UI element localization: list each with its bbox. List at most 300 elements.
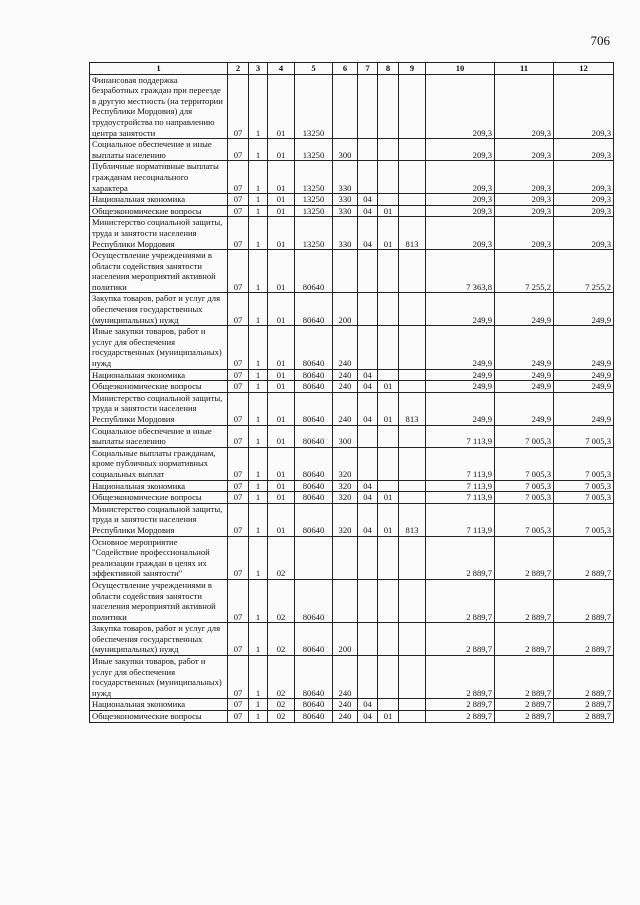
table-cell: 13250 <box>295 139 333 161</box>
table-cell: 2 889,7 <box>554 711 614 723</box>
table-cell: 04 <box>358 699 378 711</box>
table-cell: 04 <box>358 205 378 217</box>
row-label: Министерство социальной защиты, труда и занятости населения Республики Мордовия <box>90 503 228 536</box>
table-cell: 320 <box>333 503 358 536</box>
table-cell: 249,9 <box>426 326 495 369</box>
table-cell: 209,3 <box>426 205 495 217</box>
table-cell <box>399 579 426 622</box>
table-cell: 240 <box>333 392 358 425</box>
table-cell <box>378 579 399 622</box>
table-cell: 04 <box>358 194 378 206</box>
table-cell: 07 <box>228 447 249 480</box>
row-label: Осуществление учреждениями в области содействия занятости населения мероприятий активной политики <box>90 250 228 293</box>
table-cell: 249,9 <box>426 392 495 425</box>
row-label: Социальные выплаты гражданам, кроме публичных нормативных социальных выплат <box>90 447 228 480</box>
table-cell: 1 <box>249 503 268 536</box>
table-cell: 1 <box>249 699 268 711</box>
table-cell <box>378 293 399 326</box>
table-cell <box>399 656 426 699</box>
table-cell: 07 <box>228 194 249 206</box>
table-cell: 80640 <box>295 579 333 622</box>
table-cell <box>358 250 378 293</box>
table-cell: 2 889,7 <box>426 711 495 723</box>
row-label: Иные закупки товаров, работ и услуг для обеспечения государственных (муниципальных) нужд <box>90 326 228 369</box>
table-cell: 209,3 <box>554 205 614 217</box>
table-cell: 249,9 <box>426 369 495 381</box>
table-cell: 07 <box>228 623 249 656</box>
table-cell: 2 889,7 <box>495 699 554 711</box>
table-cell: 07 <box>228 293 249 326</box>
table-cell: 01 <box>268 381 295 393</box>
table-cell: 01 <box>378 711 399 723</box>
table-cell: 04 <box>358 503 378 536</box>
table-cell: 1 <box>249 492 268 504</box>
column-header: 2 <box>228 63 249 75</box>
column-header: 3 <box>249 63 268 75</box>
table-cell: 07 <box>228 480 249 492</box>
table-cell: 07 <box>228 711 249 723</box>
table-row <box>90 579 614 622</box>
table-cell: 7 005,3 <box>554 480 614 492</box>
row-label: Осуществление учреждениями в области содействия занятости населения мероприятий активной политики <box>90 579 228 622</box>
table-cell <box>399 447 426 480</box>
table-row <box>90 503 614 536</box>
table-cell: 7 005,3 <box>554 503 614 536</box>
row-label: Национальная экономика <box>90 480 228 492</box>
table-cell: 01 <box>268 217 295 250</box>
row-label: Социальное обеспечение и иные выплаты населению <box>90 425 228 447</box>
table-cell: 01 <box>268 492 295 504</box>
table-cell: 01 <box>268 205 295 217</box>
table-cell <box>358 293 378 326</box>
table-cell: 249,9 <box>426 293 495 326</box>
table-cell: 2 889,7 <box>426 623 495 656</box>
table-cell: 07 <box>228 492 249 504</box>
table-cell: 1 <box>249 217 268 250</box>
table-cell: 01 <box>378 381 399 393</box>
table-cell <box>399 711 426 723</box>
table-cell: 2 889,7 <box>426 579 495 622</box>
table-cell: 249,9 <box>554 369 614 381</box>
column-header: 8 <box>378 63 399 75</box>
table-cell: 01 <box>268 503 295 536</box>
table-cell: 209,3 <box>495 205 554 217</box>
table-row <box>90 711 614 723</box>
table-cell <box>378 656 399 699</box>
table-cell: 1 <box>249 425 268 447</box>
table-cell <box>399 425 426 447</box>
table-cell: 209,3 <box>554 217 614 250</box>
table-cell: 04 <box>358 381 378 393</box>
table-row <box>90 74 614 139</box>
table-cell: 320 <box>333 492 358 504</box>
column-header: 4 <box>268 63 295 75</box>
table-cell: 01 <box>268 161 295 194</box>
table-cell <box>358 656 378 699</box>
table-cell <box>333 250 358 293</box>
table-row <box>90 161 614 194</box>
table-cell: 80640 <box>295 711 333 723</box>
table-cell: 7 005,3 <box>554 492 614 504</box>
column-header: 7 <box>358 63 378 75</box>
table-cell: 01 <box>268 194 295 206</box>
table-row <box>90 480 614 492</box>
table-row <box>90 536 614 579</box>
table-cell: 330 <box>333 194 358 206</box>
table-cell: 02 <box>268 536 295 579</box>
table-cell: 80640 <box>295 425 333 447</box>
row-label: Национальная экономика <box>90 699 228 711</box>
table-cell: 07 <box>228 392 249 425</box>
table-cell: 02 <box>268 623 295 656</box>
row-label: Основное мероприятие "Содействие профессиональной реализации граждан в целях их эффективной занятости" <box>90 536 228 579</box>
table-cell: 1 <box>249 139 268 161</box>
table-cell: 1 <box>249 392 268 425</box>
table-cell: 07 <box>228 369 249 381</box>
table-cell: 04 <box>358 217 378 250</box>
table-cell: 2 889,7 <box>554 656 614 699</box>
table-cell: 330 <box>333 217 358 250</box>
table-row <box>90 205 614 217</box>
table-cell: 80640 <box>295 656 333 699</box>
table-cell <box>333 579 358 622</box>
table-cell: 209,3 <box>426 217 495 250</box>
table-cell: 249,9 <box>554 392 614 425</box>
table-cell: 07 <box>228 579 249 622</box>
table-cell: 1 <box>249 480 268 492</box>
row-label: Публичные нормативные выплаты гражданам несоциального характера <box>90 161 228 194</box>
column-header: 10 <box>426 63 495 75</box>
table-cell: 240 <box>333 381 358 393</box>
table-cell <box>358 326 378 369</box>
table-cell: 240 <box>333 656 358 699</box>
row-label: Национальная экономика <box>90 194 228 206</box>
table-cell: 209,3 <box>495 139 554 161</box>
table-cell <box>378 699 399 711</box>
table-cell <box>378 623 399 656</box>
table-cell <box>378 480 399 492</box>
table-cell: 2 889,7 <box>495 656 554 699</box>
table-cell <box>378 369 399 381</box>
table-cell: 01 <box>378 492 399 504</box>
table-cell <box>399 369 426 381</box>
table-cell <box>358 536 378 579</box>
table-cell: 1 <box>249 369 268 381</box>
row-label: Закупка товаров, работ и услуг для обеспечения государственных (муниципальных) нужд <box>90 623 228 656</box>
table-cell <box>333 74 358 139</box>
table-cell: 240 <box>333 711 358 723</box>
row-label: Национальная экономика <box>90 369 228 381</box>
table-cell <box>399 492 426 504</box>
table-cell <box>358 74 378 139</box>
table-cell <box>399 205 426 217</box>
header-row <box>90 63 614 75</box>
table-cell: 209,3 <box>426 74 495 139</box>
table-cell: 209,3 <box>426 194 495 206</box>
table-cell: 209,3 <box>554 139 614 161</box>
table-cell: 2 889,7 <box>495 536 554 579</box>
table-cell: 1 <box>249 579 268 622</box>
table-row <box>90 194 614 206</box>
table-cell: 1 <box>249 74 268 139</box>
table-row <box>90 369 614 381</box>
table-cell <box>399 194 426 206</box>
table-cell: 01 <box>268 250 295 293</box>
table-row <box>90 326 614 369</box>
table-cell <box>358 161 378 194</box>
table-cell <box>378 139 399 161</box>
table-cell: 7 113,9 <box>426 492 495 504</box>
table-cell: 13250 <box>295 217 333 250</box>
table-cell: 7 005,3 <box>495 503 554 536</box>
table-cell: 200 <box>333 623 358 656</box>
table-cell <box>378 447 399 480</box>
table-cell: 7 005,3 <box>495 480 554 492</box>
table-cell: 2 889,7 <box>426 699 495 711</box>
table-cell: 209,3 <box>426 139 495 161</box>
table-cell: 320 <box>333 480 358 492</box>
column-header: 11 <box>495 63 554 75</box>
table-cell: 80640 <box>295 623 333 656</box>
table-row <box>90 656 614 699</box>
table-cell <box>399 480 426 492</box>
table-cell: 1 <box>249 623 268 656</box>
table-cell <box>378 194 399 206</box>
table-cell: 7 005,3 <box>554 447 614 480</box>
table-cell: 209,3 <box>554 194 614 206</box>
table-cell: 07 <box>228 381 249 393</box>
table-cell: 04 <box>358 480 378 492</box>
row-label: Общеэкономические вопросы <box>90 492 228 504</box>
table-cell: 249,9 <box>495 369 554 381</box>
table-cell: 80640 <box>295 447 333 480</box>
table-cell: 01 <box>268 326 295 369</box>
table-cell: 300 <box>333 425 358 447</box>
table-cell: 209,3 <box>495 161 554 194</box>
table-cell: 01 <box>378 392 399 425</box>
table-row <box>90 293 614 326</box>
table-cell: 1 <box>249 250 268 293</box>
table-body <box>90 74 614 722</box>
table-cell: 13250 <box>295 161 333 194</box>
table-cell: 04 <box>358 392 378 425</box>
table-cell: 249,9 <box>495 381 554 393</box>
table-cell: 02 <box>268 711 295 723</box>
table-cell: 330 <box>333 205 358 217</box>
table-cell <box>378 250 399 293</box>
table-cell: 07 <box>228 326 249 369</box>
table-cell: 209,3 <box>495 217 554 250</box>
table-cell: 813 <box>399 392 426 425</box>
table-cell <box>358 425 378 447</box>
column-header: 5 <box>295 63 333 75</box>
table-cell: 80640 <box>295 381 333 393</box>
table-cell: 02 <box>268 656 295 699</box>
table-cell: 249,9 <box>554 381 614 393</box>
table-row <box>90 217 614 250</box>
table-cell: 01 <box>268 425 295 447</box>
table-cell <box>399 293 426 326</box>
table-cell: 07 <box>228 161 249 194</box>
table-cell: 1 <box>249 711 268 723</box>
table-cell: 80640 <box>295 326 333 369</box>
table-cell <box>358 447 378 480</box>
table-row <box>90 425 614 447</box>
table-cell: 07 <box>228 503 249 536</box>
row-label: Общеэкономические вопросы <box>90 205 228 217</box>
table-cell: 07 <box>228 205 249 217</box>
table-cell: 7 005,3 <box>554 425 614 447</box>
row-label: Иные закупки товаров, работ и услуг для обеспечения государственных (муниципальных) нужд <box>90 656 228 699</box>
table-cell: 7 255,2 <box>495 250 554 293</box>
table-cell: 7 255,2 <box>554 250 614 293</box>
table-cell: 04 <box>358 369 378 381</box>
table-cell: 813 <box>399 217 426 250</box>
table-cell: 80640 <box>295 250 333 293</box>
table-cell: 1 <box>249 205 268 217</box>
table-row <box>90 699 614 711</box>
table-cell <box>378 326 399 369</box>
table-cell: 7 363,8 <box>426 250 495 293</box>
table-cell: 7 005,3 <box>495 492 554 504</box>
table-cell: 01 <box>378 217 399 250</box>
column-header: 12 <box>554 63 614 75</box>
table-cell: 249,9 <box>554 293 614 326</box>
table-cell: 7 005,3 <box>495 425 554 447</box>
table-cell: 80640 <box>295 392 333 425</box>
table-cell: 7 113,9 <box>426 480 495 492</box>
table-row <box>90 492 614 504</box>
table-cell: 209,3 <box>426 161 495 194</box>
table-cell: 07 <box>228 536 249 579</box>
table-cell: 209,3 <box>495 74 554 139</box>
table-cell: 02 <box>268 699 295 711</box>
table-cell: 1 <box>249 447 268 480</box>
table-cell: 04 <box>358 711 378 723</box>
table-cell <box>378 425 399 447</box>
table-cell <box>378 536 399 579</box>
table-cell <box>399 326 426 369</box>
table-cell: 1 <box>249 161 268 194</box>
table-cell: 7 113,9 <box>426 503 495 536</box>
table-cell <box>358 139 378 161</box>
table-cell: 330 <box>333 161 358 194</box>
table-cell <box>358 623 378 656</box>
table-cell: 240 <box>333 699 358 711</box>
table-cell: 2 889,7 <box>426 656 495 699</box>
table-cell: 80640 <box>295 492 333 504</box>
table-row <box>90 250 614 293</box>
table-cell: 2 889,7 <box>495 623 554 656</box>
table-cell: 80640 <box>295 503 333 536</box>
column-header: 9 <box>399 63 426 75</box>
table-row <box>90 139 614 161</box>
table-cell: 01 <box>268 293 295 326</box>
table-row <box>90 623 614 656</box>
table-cell: 249,9 <box>495 293 554 326</box>
table-cell: 813 <box>399 503 426 536</box>
table-cell: 300 <box>333 139 358 161</box>
table-cell: 1 <box>249 293 268 326</box>
table-cell: 2 889,7 <box>495 711 554 723</box>
table-row <box>90 392 614 425</box>
table-cell: 07 <box>228 699 249 711</box>
table-cell: 7 005,3 <box>495 447 554 480</box>
table-cell: 320 <box>333 447 358 480</box>
table-cell: 01 <box>268 139 295 161</box>
table-cell <box>358 579 378 622</box>
table-cell: 209,3 <box>495 194 554 206</box>
table-cell: 07 <box>228 425 249 447</box>
table-cell: 80640 <box>295 293 333 326</box>
table-cell: 01 <box>378 205 399 217</box>
table-cell: 200 <box>333 293 358 326</box>
table-cell: 1 <box>249 381 268 393</box>
row-label: Финансовая поддержка безработных граждан при переезде в другую местность (на территории Республики Мордовия) для трудоустройства по направлению центра занятости <box>90 74 228 139</box>
table-cell: 01 <box>378 503 399 536</box>
table-cell <box>399 139 426 161</box>
table-cell: 2 889,7 <box>554 579 614 622</box>
table-cell: 01 <box>268 369 295 381</box>
table-cell: 1 <box>249 326 268 369</box>
budget-table <box>89 62 614 723</box>
table-cell <box>399 381 426 393</box>
table-cell: 249,9 <box>554 326 614 369</box>
table-cell: 80640 <box>295 480 333 492</box>
table-cell: 07 <box>228 217 249 250</box>
table-cell: 209,3 <box>554 74 614 139</box>
table-cell: 13250 <box>295 74 333 139</box>
column-header: 1 <box>90 63 228 75</box>
table-cell: 80640 <box>295 699 333 711</box>
table-cell <box>399 536 426 579</box>
page-number: 706 <box>590 33 610 48</box>
table-cell: 07 <box>228 74 249 139</box>
table-cell: 249,9 <box>495 392 554 425</box>
table-cell: 02 <box>268 579 295 622</box>
row-label: Закупка товаров, работ и услуг для обеспечения государственных (муниципальных) нужд <box>90 293 228 326</box>
table-cell: 04 <box>358 492 378 504</box>
table-cell: 01 <box>268 447 295 480</box>
row-label: Министерство социальной защиты, труда и занятости населения Республики Мордовия <box>90 392 228 425</box>
table-cell <box>399 161 426 194</box>
table-cell: 2 889,7 <box>554 536 614 579</box>
table-cell: 01 <box>268 480 295 492</box>
table-cell: 1 <box>249 536 268 579</box>
row-label: Социальное обеспечение и иные выплаты населению <box>90 139 228 161</box>
table-row <box>90 447 614 480</box>
table-cell: 1 <box>249 194 268 206</box>
table-cell: 2 889,7 <box>554 623 614 656</box>
table-cell: 249,9 <box>495 326 554 369</box>
table-cell: 2 889,7 <box>554 699 614 711</box>
table-cell <box>399 74 426 139</box>
table-cell <box>378 74 399 139</box>
table-row <box>90 381 614 393</box>
table-cell: 7 113,9 <box>426 425 495 447</box>
table-cell: 13250 <box>295 194 333 206</box>
table-cell <box>399 623 426 656</box>
table-cell: 07 <box>228 139 249 161</box>
table-cell <box>295 536 333 579</box>
table-cell: 01 <box>268 74 295 139</box>
table-cell: 240 <box>333 326 358 369</box>
table-cell <box>333 536 358 579</box>
table-cell: 07 <box>228 250 249 293</box>
row-label: Общеэкономические вопросы <box>90 711 228 723</box>
row-label: Общеэкономические вопросы <box>90 381 228 393</box>
table-cell <box>378 161 399 194</box>
